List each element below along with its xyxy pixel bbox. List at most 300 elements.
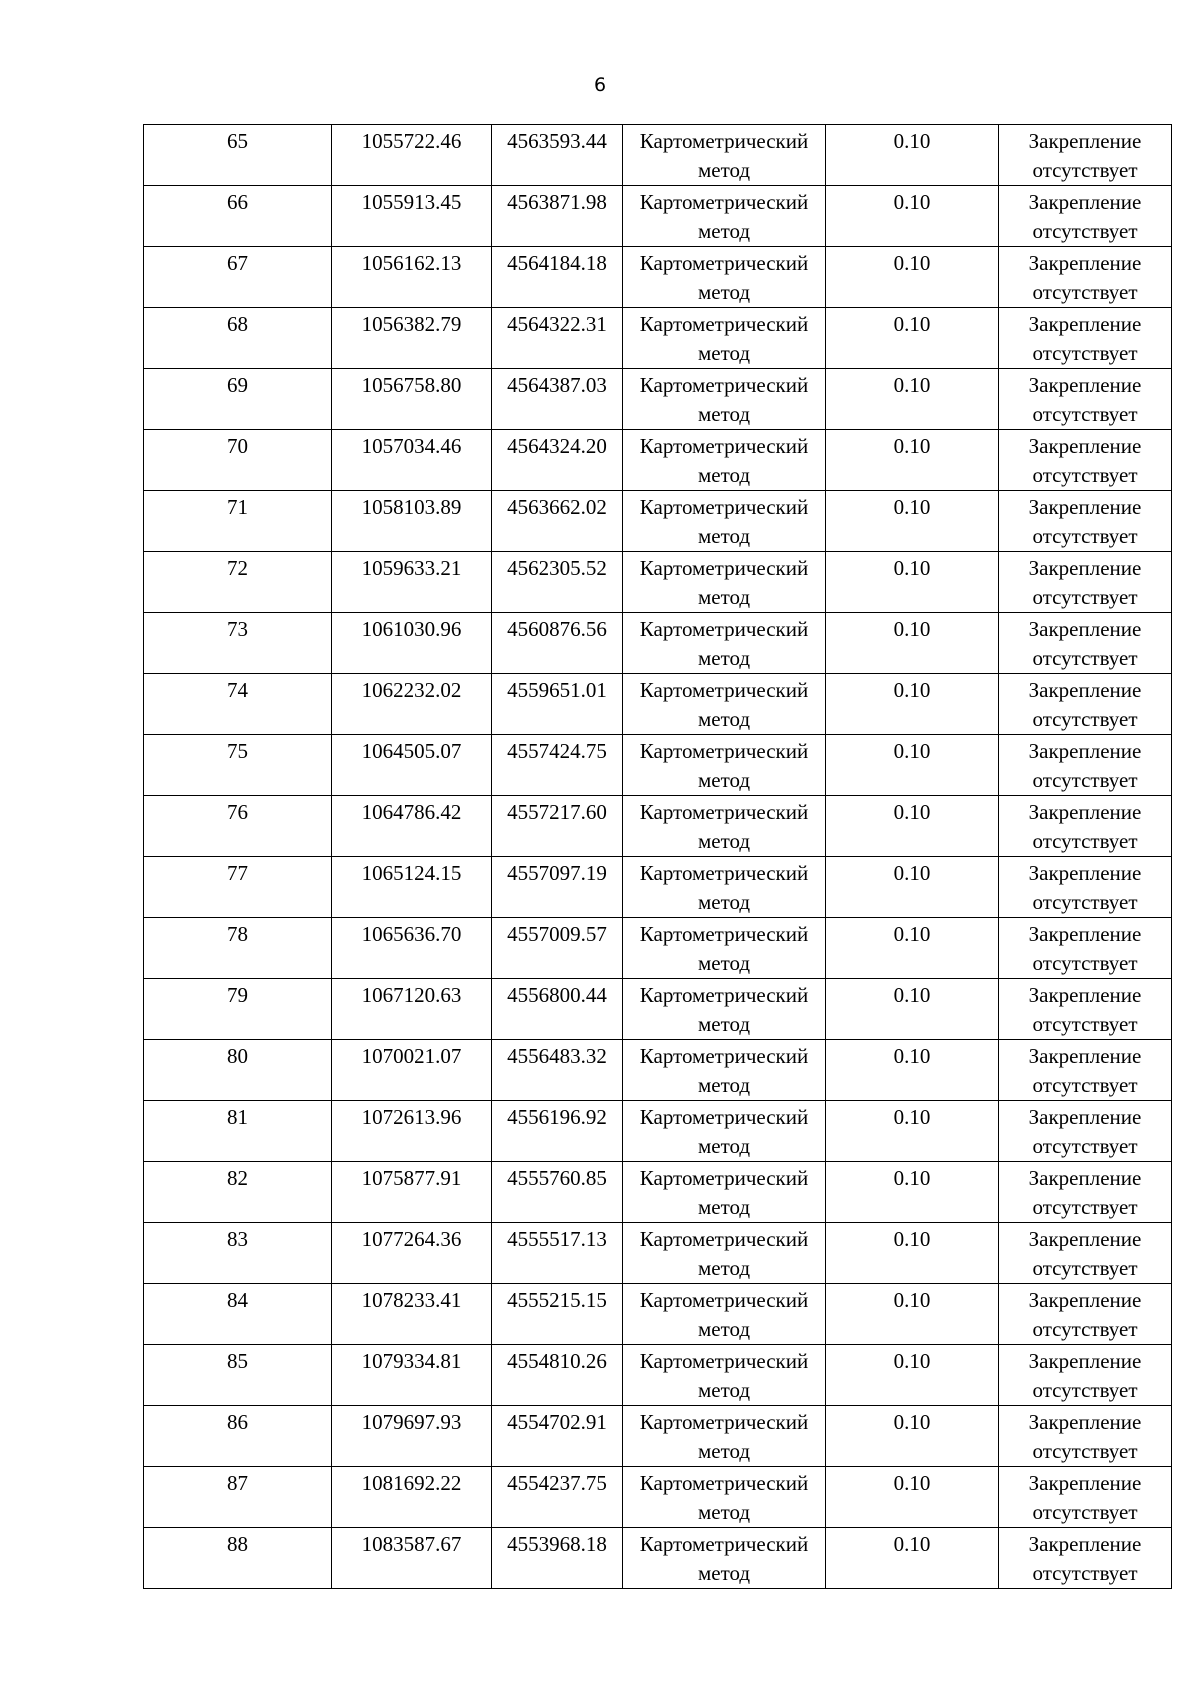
- fixation-cell: [999, 308, 1172, 369]
- fixation-line-1: Закрепление: [1028, 1349, 1142, 1373]
- table-row: [144, 125, 1172, 186]
- y-coordinate: 4555215.15: [507, 1288, 607, 1312]
- method-line-1: Картометрический: [639, 373, 809, 397]
- x-coordinate: 1058103.89: [361, 495, 462, 519]
- method-cell: [623, 186, 826, 247]
- table-row: [144, 186, 1172, 247]
- x-coordinate-cell: [332, 491, 492, 552]
- y-coordinate: 4557217.60: [507, 800, 607, 824]
- method-line-2: метод: [697, 1439, 751, 1463]
- table-row: [144, 1467, 1172, 1528]
- x-coordinate: 1064786.42: [361, 800, 462, 824]
- fixation-cell: [999, 491, 1172, 552]
- accuracy-value: 0.10: [893, 1532, 931, 1556]
- method-line-1: Картометрический: [639, 983, 809, 1007]
- point-number: 73: [227, 617, 248, 641]
- point-number: 84: [227, 1288, 248, 1312]
- y-coordinate-cell: [492, 674, 623, 735]
- table-row: [144, 735, 1172, 796]
- fixation-line-1: Закрепление: [1028, 1532, 1142, 1556]
- accuracy-cell: [826, 1162, 999, 1223]
- accuracy-value: 0.10: [893, 312, 931, 336]
- x-coordinate: 1064505.07: [361, 739, 462, 763]
- fixation-line-2: отсутствует: [1032, 341, 1138, 365]
- accuracy-cell: [826, 1406, 999, 1467]
- method-line-1: Картометрический: [639, 1471, 809, 1495]
- x-coordinate: 1065124.15: [361, 861, 462, 885]
- y-coordinate-cell: [492, 918, 623, 979]
- fixation-cell: [999, 1101, 1172, 1162]
- point-number-cell: [144, 1345, 332, 1406]
- x-coordinate-cell: [332, 1223, 492, 1284]
- accuracy-cell: [826, 125, 999, 186]
- fixation-line-1: Закрепление: [1028, 1471, 1142, 1495]
- method-line-2: метод: [697, 1500, 751, 1524]
- accuracy-cell: [826, 1040, 999, 1101]
- y-coordinate: 4563593.44: [507, 129, 607, 153]
- point-number: 72: [227, 556, 248, 580]
- point-number: 66: [227, 190, 248, 214]
- y-coordinate-cell: [492, 369, 623, 430]
- x-coordinate-cell: [332, 1406, 492, 1467]
- point-number-cell: [144, 1406, 332, 1467]
- accuracy-value: 0.10: [893, 1105, 931, 1129]
- y-coordinate-cell: [492, 1406, 623, 1467]
- fixation-cell: [999, 857, 1172, 918]
- method-line-1: Картометрический: [639, 800, 809, 824]
- table-row: [144, 857, 1172, 918]
- y-coordinate: 4556800.44: [507, 983, 607, 1007]
- table-row: [144, 247, 1172, 308]
- point-number: 78: [227, 922, 248, 946]
- method-cell: [623, 308, 826, 369]
- method-cell: [623, 552, 826, 613]
- fixation-line-2: отсутствует: [1032, 646, 1138, 670]
- method-cell: [623, 491, 826, 552]
- y-coordinate-cell: [492, 1223, 623, 1284]
- x-coordinate: 1077264.36: [361, 1227, 462, 1251]
- method-line-2: метод: [697, 1073, 751, 1097]
- x-coordinate: 1078233.41: [361, 1288, 462, 1312]
- x-coordinate: 1062232.02: [361, 678, 462, 702]
- accuracy-value: 0.10: [893, 495, 931, 519]
- fixation-line-1: Закрепление: [1028, 373, 1142, 397]
- fixation-line-1: Закрепление: [1028, 678, 1142, 702]
- fixation-line-2: отсутствует: [1032, 158, 1138, 182]
- x-coordinate: 1070021.07: [361, 1044, 462, 1068]
- fixation-line-2: отсутствует: [1032, 402, 1138, 426]
- accuracy-value: 0.10: [893, 1349, 931, 1373]
- x-coordinate-cell: [332, 918, 492, 979]
- method-line-1: Картометрический: [639, 1166, 809, 1190]
- x-coordinate: 1055913.45: [361, 190, 462, 214]
- accuracy-value: 0.10: [893, 373, 931, 397]
- fixation-line-2: отсутствует: [1032, 1012, 1138, 1036]
- method-line-2: метод: [697, 280, 751, 304]
- method-line-2: метод: [697, 646, 751, 670]
- point-number: 85: [227, 1349, 248, 1373]
- accuracy-value: 0.10: [893, 739, 931, 763]
- fixation-cell: [999, 1223, 1172, 1284]
- fixation-cell: [999, 979, 1172, 1040]
- point-number-cell: [144, 1162, 332, 1223]
- y-coordinate-cell: [492, 613, 623, 674]
- y-coordinate: 4554237.75: [507, 1471, 607, 1495]
- accuracy-cell: [826, 1528, 999, 1589]
- table-row: [144, 1528, 1172, 1589]
- y-coordinate-cell: [492, 1528, 623, 1589]
- fixation-cell: [999, 186, 1172, 247]
- table-row: [144, 979, 1172, 1040]
- method-line-2: метод: [697, 402, 751, 426]
- table-row: [144, 918, 1172, 979]
- y-coordinate-cell: [492, 1101, 623, 1162]
- y-coordinate-cell: [492, 796, 623, 857]
- fixation-line-2: отсутствует: [1032, 1134, 1138, 1158]
- accuracy-value: 0.10: [893, 251, 931, 275]
- point-number: 71: [227, 495, 248, 519]
- fixation-line-1: Закрепление: [1028, 739, 1142, 763]
- method-cell: [623, 369, 826, 430]
- fixation-line-1: Закрепление: [1028, 800, 1142, 824]
- fixation-cell: [999, 613, 1172, 674]
- fixation-cell: [999, 796, 1172, 857]
- x-coordinate: 1075877.91: [361, 1166, 462, 1190]
- table-row: [144, 1284, 1172, 1345]
- fixation-cell: [999, 674, 1172, 735]
- point-number-cell: [144, 857, 332, 918]
- point-number: 81: [227, 1105, 248, 1129]
- y-coordinate-cell: [492, 552, 623, 613]
- method-line-2: метод: [697, 890, 751, 914]
- accuracy-cell: [826, 613, 999, 674]
- method-cell: [623, 1345, 826, 1406]
- fixation-line-2: отсутствует: [1032, 280, 1138, 304]
- method-line-2: метод: [697, 1134, 751, 1158]
- accuracy-value: 0.10: [893, 190, 931, 214]
- y-coordinate: 4564322.31: [507, 312, 607, 336]
- method-line-2: метод: [697, 707, 751, 731]
- method-line-1: Картометрический: [639, 495, 809, 519]
- table-row: [144, 613, 1172, 674]
- table-row: [144, 1101, 1172, 1162]
- accuracy-cell: [826, 369, 999, 430]
- fixation-line-1: Закрепление: [1028, 1288, 1142, 1312]
- y-coordinate: 4563871.98: [507, 190, 607, 214]
- y-coordinate: 4555517.13: [507, 1227, 607, 1251]
- y-coordinate: 4564324.20: [507, 434, 607, 458]
- y-coordinate-cell: [492, 491, 623, 552]
- method-cell: [623, 1528, 826, 1589]
- point-number-cell: [144, 125, 332, 186]
- accuracy-value: 0.10: [893, 861, 931, 885]
- method-cell: [623, 1284, 826, 1345]
- fixation-line-1: Закрепление: [1028, 1410, 1142, 1434]
- accuracy-cell: [826, 979, 999, 1040]
- method-cell: [623, 796, 826, 857]
- accuracy-cell: [826, 552, 999, 613]
- fixation-line-1: Закрепление: [1028, 1227, 1142, 1251]
- accuracy-cell: [826, 247, 999, 308]
- method-line-1: Картометрический: [639, 739, 809, 763]
- x-coordinate: 1056758.80: [361, 373, 462, 397]
- fixation-cell: [999, 125, 1172, 186]
- accuracy-value: 0.10: [893, 1288, 931, 1312]
- point-number: 76: [227, 800, 248, 824]
- fixation-line-1: Закрепление: [1028, 129, 1142, 153]
- x-coordinate: 1056382.79: [361, 312, 462, 336]
- table-row: [144, 1223, 1172, 1284]
- point-number: 88: [227, 1532, 248, 1556]
- method-line-1: Картометрический: [639, 1288, 809, 1312]
- fixation-line-1: Закрепление: [1028, 495, 1142, 519]
- method-line-1: Картометрический: [639, 678, 809, 702]
- fixation-cell: [999, 1467, 1172, 1528]
- fixation-line-2: отсутствует: [1032, 524, 1138, 548]
- method-line-2: метод: [697, 768, 751, 792]
- point-number-cell: [144, 491, 332, 552]
- point-number-cell: [144, 308, 332, 369]
- method-cell: [623, 1040, 826, 1101]
- x-coordinate-cell: [332, 1345, 492, 1406]
- x-coordinate: 1072613.96: [361, 1105, 462, 1129]
- fixation-line-1: Закрепление: [1028, 434, 1142, 458]
- fixation-line-1: Закрепление: [1028, 190, 1142, 214]
- method-line-2: метод: [697, 524, 751, 548]
- y-coordinate-cell: [492, 247, 623, 308]
- y-coordinate-cell: [492, 1284, 623, 1345]
- point-number: 68: [227, 312, 248, 336]
- method-line-1: Картометрический: [639, 1044, 809, 1068]
- table-row: [144, 430, 1172, 491]
- fixation-cell: [999, 1528, 1172, 1589]
- point-number-cell: [144, 430, 332, 491]
- fixation-line-2: отсутствует: [1032, 1256, 1138, 1280]
- point-number-cell: [144, 1284, 332, 1345]
- method-line-1: Картометрический: [639, 1227, 809, 1251]
- point-number: 65: [227, 129, 248, 153]
- x-coordinate-cell: [332, 735, 492, 796]
- y-coordinate-cell: [492, 1162, 623, 1223]
- method-cell: [623, 1467, 826, 1528]
- fixation-cell: [999, 430, 1172, 491]
- accuracy-value: 0.10: [893, 129, 931, 153]
- point-number: 79: [227, 983, 248, 1007]
- fixation-line-2: отсутствует: [1032, 1500, 1138, 1524]
- method-line-2: метод: [697, 1195, 751, 1219]
- y-coordinate-cell: [492, 1040, 623, 1101]
- y-coordinate: 4559651.01: [507, 678, 607, 702]
- y-coordinate-cell: [492, 735, 623, 796]
- accuracy-value: 0.10: [893, 617, 931, 641]
- y-coordinate-cell: [492, 125, 623, 186]
- x-coordinate-cell: [332, 247, 492, 308]
- point-number: 77: [227, 861, 248, 885]
- y-coordinate-cell: [492, 1467, 623, 1528]
- fixation-line-2: отсутствует: [1032, 463, 1138, 487]
- point-number-cell: [144, 979, 332, 1040]
- accuracy-value: 0.10: [893, 1166, 931, 1190]
- accuracy-cell: [826, 796, 999, 857]
- method-line-1: Картометрический: [639, 861, 809, 885]
- fixation-line-1: Закрепление: [1028, 1044, 1142, 1068]
- method-cell: [623, 247, 826, 308]
- accuracy-value: 0.10: [893, 434, 931, 458]
- method-cell: [623, 1406, 826, 1467]
- y-coordinate: 4564184.18: [507, 251, 607, 275]
- accuracy-cell: [826, 1345, 999, 1406]
- method-line-2: метод: [697, 1012, 751, 1036]
- method-line-2: метод: [697, 463, 751, 487]
- method-cell: [623, 1223, 826, 1284]
- accuracy-cell: [826, 918, 999, 979]
- y-coordinate: 4553968.18: [507, 1532, 607, 1556]
- method-line-2: метод: [697, 829, 751, 853]
- x-coordinate-cell: [332, 1528, 492, 1589]
- point-number: 69: [227, 373, 248, 397]
- fixation-line-1: Закрепление: [1028, 922, 1142, 946]
- method-cell: [623, 918, 826, 979]
- point-number: 74: [227, 678, 248, 702]
- point-number-cell: [144, 796, 332, 857]
- x-coordinate: 1079697.93: [361, 1410, 462, 1434]
- method-cell: [623, 1162, 826, 1223]
- fixation-line-1: Закрепление: [1028, 861, 1142, 885]
- fixation-cell: [999, 735, 1172, 796]
- fixation-line-2: отсутствует: [1032, 1195, 1138, 1219]
- x-coordinate-cell: [332, 1040, 492, 1101]
- x-coordinate-cell: [332, 1284, 492, 1345]
- x-coordinate-cell: [332, 796, 492, 857]
- fixation-cell: [999, 918, 1172, 979]
- fixation-line-2: отсутствует: [1032, 1561, 1138, 1585]
- accuracy-value: 0.10: [893, 983, 931, 1007]
- fixation-cell: [999, 552, 1172, 613]
- accuracy-cell: [826, 491, 999, 552]
- fixation-line-1: Закрепление: [1028, 617, 1142, 641]
- point-number-cell: [144, 552, 332, 613]
- method-line-1: Картометрический: [639, 617, 809, 641]
- point-number-cell: [144, 1223, 332, 1284]
- y-coordinate-cell: [492, 857, 623, 918]
- x-coordinate: 1057034.46: [361, 434, 462, 458]
- accuracy-cell: [826, 308, 999, 369]
- method-line-1: Картометрический: [639, 1105, 809, 1129]
- method-line-1: Картометрический: [639, 312, 809, 336]
- method-cell: [623, 430, 826, 491]
- method-cell: [623, 1101, 826, 1162]
- method-cell: [623, 125, 826, 186]
- point-number: 70: [227, 434, 248, 458]
- fixation-line-1: Закрепление: [1028, 312, 1142, 336]
- x-coordinate: 1056162.13: [361, 251, 462, 275]
- accuracy-cell: [826, 1467, 999, 1528]
- x-coordinate: 1059633.21: [361, 556, 462, 580]
- table-row: [144, 369, 1172, 430]
- method-line-1: Картометрический: [639, 1410, 809, 1434]
- table-row: [144, 796, 1172, 857]
- table-row: [144, 308, 1172, 369]
- point-number-cell: [144, 918, 332, 979]
- method-line-2: метод: [697, 1378, 751, 1402]
- fixation-line-1: Закрепление: [1028, 251, 1142, 275]
- point-number-cell: [144, 1528, 332, 1589]
- method-line-2: метод: [697, 1256, 751, 1280]
- x-coordinate: 1081692.22: [361, 1471, 462, 1495]
- fixation-line-1: Закрепление: [1028, 983, 1142, 1007]
- x-coordinate: 1067120.63: [361, 983, 462, 1007]
- fixation-line-2: отсутствует: [1032, 768, 1138, 792]
- accuracy-cell: [826, 186, 999, 247]
- point-number-cell: [144, 247, 332, 308]
- method-line-1: Картометрический: [639, 434, 809, 458]
- accuracy-cell: [826, 1223, 999, 1284]
- x-coordinate: 1055722.46: [361, 129, 462, 153]
- y-coordinate: 4555760.85: [507, 1166, 607, 1190]
- accuracy-value: 0.10: [893, 800, 931, 824]
- fixation-line-2: отсутствует: [1032, 1439, 1138, 1463]
- fixation-cell: [999, 1345, 1172, 1406]
- fixation-line-2: отсутствует: [1032, 1378, 1138, 1402]
- point-number: 87: [227, 1471, 248, 1495]
- y-coordinate: 4562305.52: [507, 556, 607, 580]
- method-line-1: Картометрический: [639, 129, 809, 153]
- y-coordinate: 4560876.56: [507, 617, 607, 641]
- y-coordinate-cell: [492, 1345, 623, 1406]
- x-coordinate-cell: [332, 308, 492, 369]
- page-number: 6: [593, 74, 607, 96]
- point-number-cell: [144, 1101, 332, 1162]
- point-number: 82: [227, 1166, 248, 1190]
- method-cell: [623, 979, 826, 1040]
- table-row: [144, 1162, 1172, 1223]
- fixation-cell: [999, 247, 1172, 308]
- x-coordinate: 1061030.96: [361, 617, 462, 641]
- method-line-1: Картометрический: [639, 1349, 809, 1373]
- fixation-cell: [999, 1162, 1172, 1223]
- point-number-cell: [144, 613, 332, 674]
- accuracy-value: 0.10: [893, 1044, 931, 1068]
- fixation-line-2: отсутствует: [1032, 1073, 1138, 1097]
- point-number: 75: [227, 739, 248, 763]
- y-coordinate-cell: [492, 186, 623, 247]
- table-row: [144, 1040, 1172, 1101]
- y-coordinate: 4556196.92: [507, 1105, 607, 1129]
- fixation-line-2: отсутствует: [1032, 829, 1138, 853]
- table-row: [144, 674, 1172, 735]
- accuracy-cell: [826, 857, 999, 918]
- point-number: 67: [227, 251, 248, 275]
- x-coordinate-cell: [332, 613, 492, 674]
- point-number-cell: [144, 369, 332, 430]
- fixation-line-2: отсутствует: [1032, 707, 1138, 731]
- x-coordinate: 1065636.70: [361, 922, 462, 946]
- point-number-cell: [144, 674, 332, 735]
- fixation-line-2: отсутствует: [1032, 1317, 1138, 1341]
- point-number-cell: [144, 735, 332, 796]
- fixation-line-1: Закрепление: [1028, 556, 1142, 580]
- method-line-2: метод: [697, 158, 751, 182]
- x-coordinate-cell: [332, 369, 492, 430]
- fixation-line-2: отсутствует: [1032, 890, 1138, 914]
- x-coordinate-cell: [332, 979, 492, 1040]
- accuracy-value: 0.10: [893, 678, 931, 702]
- y-coordinate: 4557097.19: [507, 861, 607, 885]
- method-line-2: метод: [697, 1317, 751, 1341]
- x-coordinate-cell: [332, 125, 492, 186]
- fixation-cell: [999, 1284, 1172, 1345]
- accuracy-cell: [826, 735, 999, 796]
